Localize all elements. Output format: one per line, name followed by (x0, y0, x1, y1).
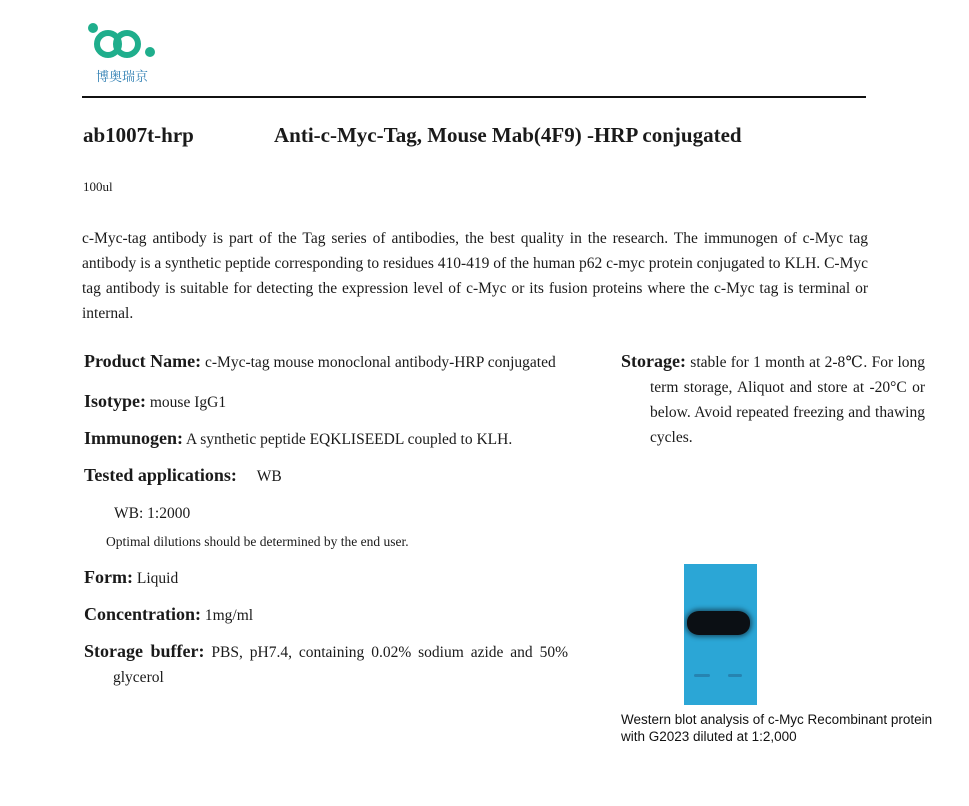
spec-value: Liquid (136, 570, 179, 587)
western-blot-image (684, 564, 757, 705)
spec-form (84, 565, 568, 591)
spec-label: Product Name: (84, 351, 202, 371)
spec-value: PBS, pH7.4, containing 0.02% sodium azide and 50% glycerol (113, 644, 568, 686)
figure-caption: Western blot analysis of c-Myc Recombinant protein with G2023 diluted at 1:2,000 (621, 712, 933, 744)
blot-faint-band (694, 674, 710, 677)
intro-paragraph: c-Myc-tag antibody is part of the Tag series of antibodies, the best quality in the research. The immunogen of c-Myc tag antibody is a synthetic peptide corresponding to residues 410-419 of the human p62 c-myc protein conjugated to KLH. C-Myc tag antibody is suitable for detecting the expression level of c-Myc or its fusion proteins where the c-Myc tag is terminal or internal. (82, 230, 868, 322)
spec-value: A synthetic peptide EQKLISEEDL coupled to KLH. (186, 431, 513, 448)
spec-value: mouse IgG1 (149, 394, 227, 411)
spec-value: stable for 1 month at 2-8℃. For long term storage, Aliquot and store at -20°C or below. Avoid repeated freezing and thawing cycles. (650, 354, 926, 446)
dilution-note: Optimal dilutions should be determined by the end user. (106, 534, 409, 549)
blot-faint-band (728, 674, 742, 677)
spec-storage (621, 349, 925, 450)
logo-dot-icon (88, 23, 98, 33)
logo-text: 博奥瑞京 (96, 70, 149, 85)
spec-isotype (84, 389, 568, 415)
spec-label: Form: (84, 567, 133, 587)
blot-band (687, 611, 750, 635)
logo-dot-icon (145, 47, 155, 57)
spec-product-name (84, 349, 568, 375)
header-divider (82, 96, 866, 98)
spec-label: Concentration: (84, 604, 201, 624)
spec-storage-buffer (84, 639, 568, 690)
product-title: Anti-c-Myc-Tag, Mouse Mab(4F9) -HRP conjugated (274, 123, 742, 147)
spec-value: WB (256, 468, 282, 485)
spec-label: Storage: (621, 351, 686, 371)
spec-value: c-Myc-tag mouse monoclonal antibody-HRP conjugated (205, 354, 556, 371)
spec-tested-applications (84, 463, 568, 489)
product-size: 100ul (83, 179, 113, 194)
spec-concentration (84, 602, 568, 628)
wb-dilution: WB: 1:2000 (114, 505, 191, 522)
spec-value: 1mg/ml (204, 607, 254, 624)
storage-block (621, 349, 925, 450)
spec-immunogen (84, 426, 568, 452)
spec-list (84, 349, 568, 690)
spec-label: Immunogen: (84, 428, 184, 448)
spec-label: Storage buffer: (84, 641, 205, 661)
spec-label: Isotype: (84, 391, 146, 411)
spec-label: Tested applications: (84, 465, 237, 485)
catalog-number: ab1007t-hrp (83, 123, 194, 147)
